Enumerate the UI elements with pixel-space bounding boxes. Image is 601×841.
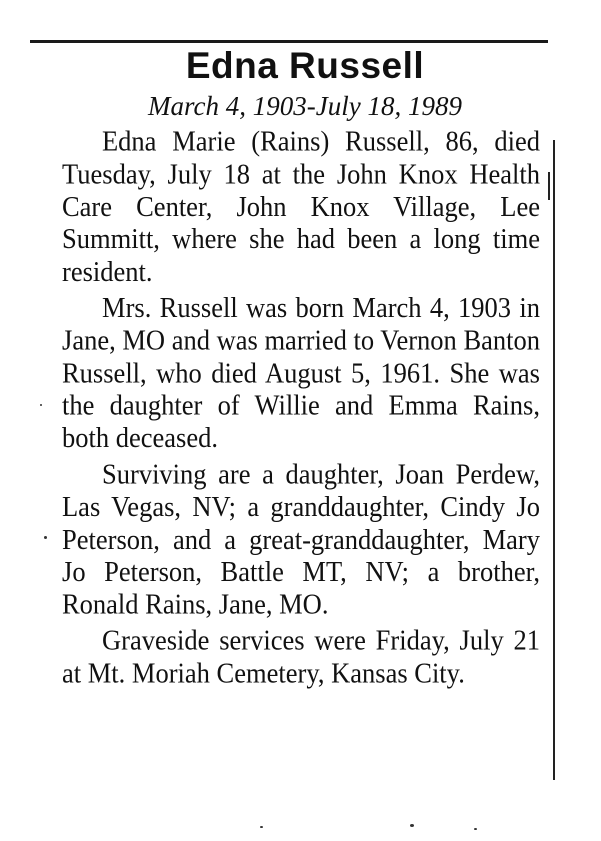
obituary-dates: March 4, 1903-July 18, 1989 (148, 91, 462, 121)
scan-speck (260, 826, 263, 828)
obituary-body (62, 125, 540, 689)
obituary-headline: Edna Russell (185, 45, 425, 86)
scan-speck (44, 536, 47, 539)
scan-speck (40, 404, 42, 406)
paragraph-survivors: Surviving are a daughter, Joan Perdew, Las Vegas, NV; a granddaughter, Cindy Jo Peterson, and a great-granddaughter, Mary Jo Peterson, Battle MT, NV; a brother, Ronald Rains, Jane, MO. (62, 457, 540, 621)
paragraph-services: Graveside services were Friday, July 21 at Mt. Moriah Cemetery, Kansas City. (62, 624, 540, 689)
column-rule (553, 140, 555, 780)
column-rule-fragment (548, 172, 550, 200)
paragraph-biography: Mrs. Russell was born March 4, 1903 in Jane, MO and was married to Vernon Banton Russell, who died August 5, 1961. She was the daughter of Willie and Emma Rains, both deceased. (62, 291, 540, 454)
top-rule (30, 40, 548, 43)
paragraph-death-notice: Edna Marie (Rains) Russell, 86, died Tuesday, July 18 at the John Knox Health Care Center, John Knox Village, Lee Summitt, where she had been a long time resident. (62, 125, 540, 288)
scan-speck (474, 828, 477, 830)
scan-speck (410, 824, 414, 827)
